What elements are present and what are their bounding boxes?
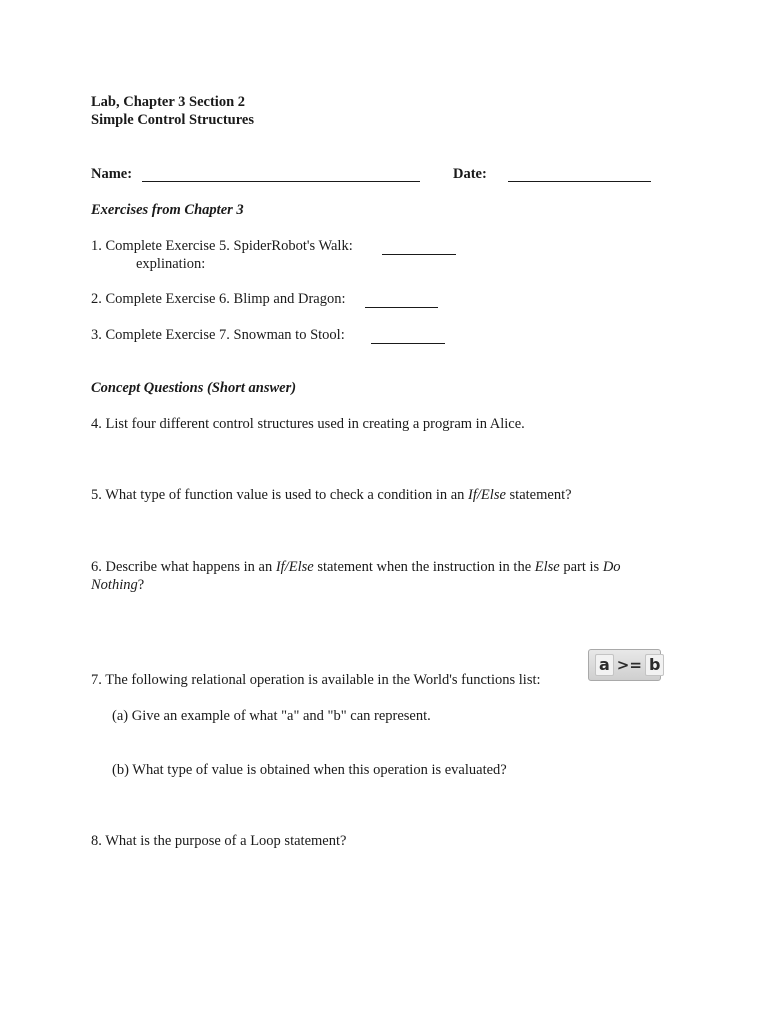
lab-subtitle: Simple Control Structures (91, 112, 254, 128)
relational-operator-tile (588, 649, 661, 681)
question-7a: (a) Give an example of what "a" and "b" can represent. (112, 708, 431, 724)
exercise-1: 1. Complete Exercise 5. SpiderRobot's Walk: (91, 238, 353, 254)
question-7b: (b) What type of value is obtained when this operation is evaluated? (112, 762, 507, 778)
concept-heading: Concept Questions (Short answer) (91, 380, 297, 396)
question-4: 4. List four different control structures used in creating a program in Alice. (91, 416, 525, 432)
question-5: 5. What type of function value is used to check a condition in an If/Else statement? (91, 487, 572, 503)
question-6-continued: Nothing? (91, 577, 145, 593)
date-label: Date: (453, 166, 487, 182)
operator-symbol: >= (616, 656, 642, 674)
question-8: 8. What is the purpose of a Loop statement? (91, 833, 347, 849)
exercise-1-explanation: explination: (136, 256, 206, 272)
exercise-3-answer-field[interactable] (371, 329, 445, 344)
lab-title: Lab, Chapter 3 Section 2 (91, 94, 246, 110)
name-field[interactable] (142, 167, 420, 182)
exercise-2-answer-field[interactable] (365, 293, 438, 308)
exercise-2: 2. Complete Exercise 6. Blimp and Dragon: (91, 291, 346, 307)
exercise-1-answer-field[interactable] (382, 240, 456, 255)
question-7: 7. The following relational operation is available in the World's functions list: (91, 672, 541, 688)
name-label: Name: (91, 166, 133, 182)
date-field[interactable] (508, 167, 651, 182)
operand-a: a (595, 654, 614, 676)
exercise-3: 3. Complete Exercise 7. Snowman to Stool: (91, 327, 345, 343)
operand-b: b (645, 654, 664, 676)
exercises-heading: Exercises from Chapter 3 (91, 202, 244, 218)
question-6: 6. Describe what happens in an If/Else statement when the instruction in the Else part is Do (91, 559, 621, 575)
